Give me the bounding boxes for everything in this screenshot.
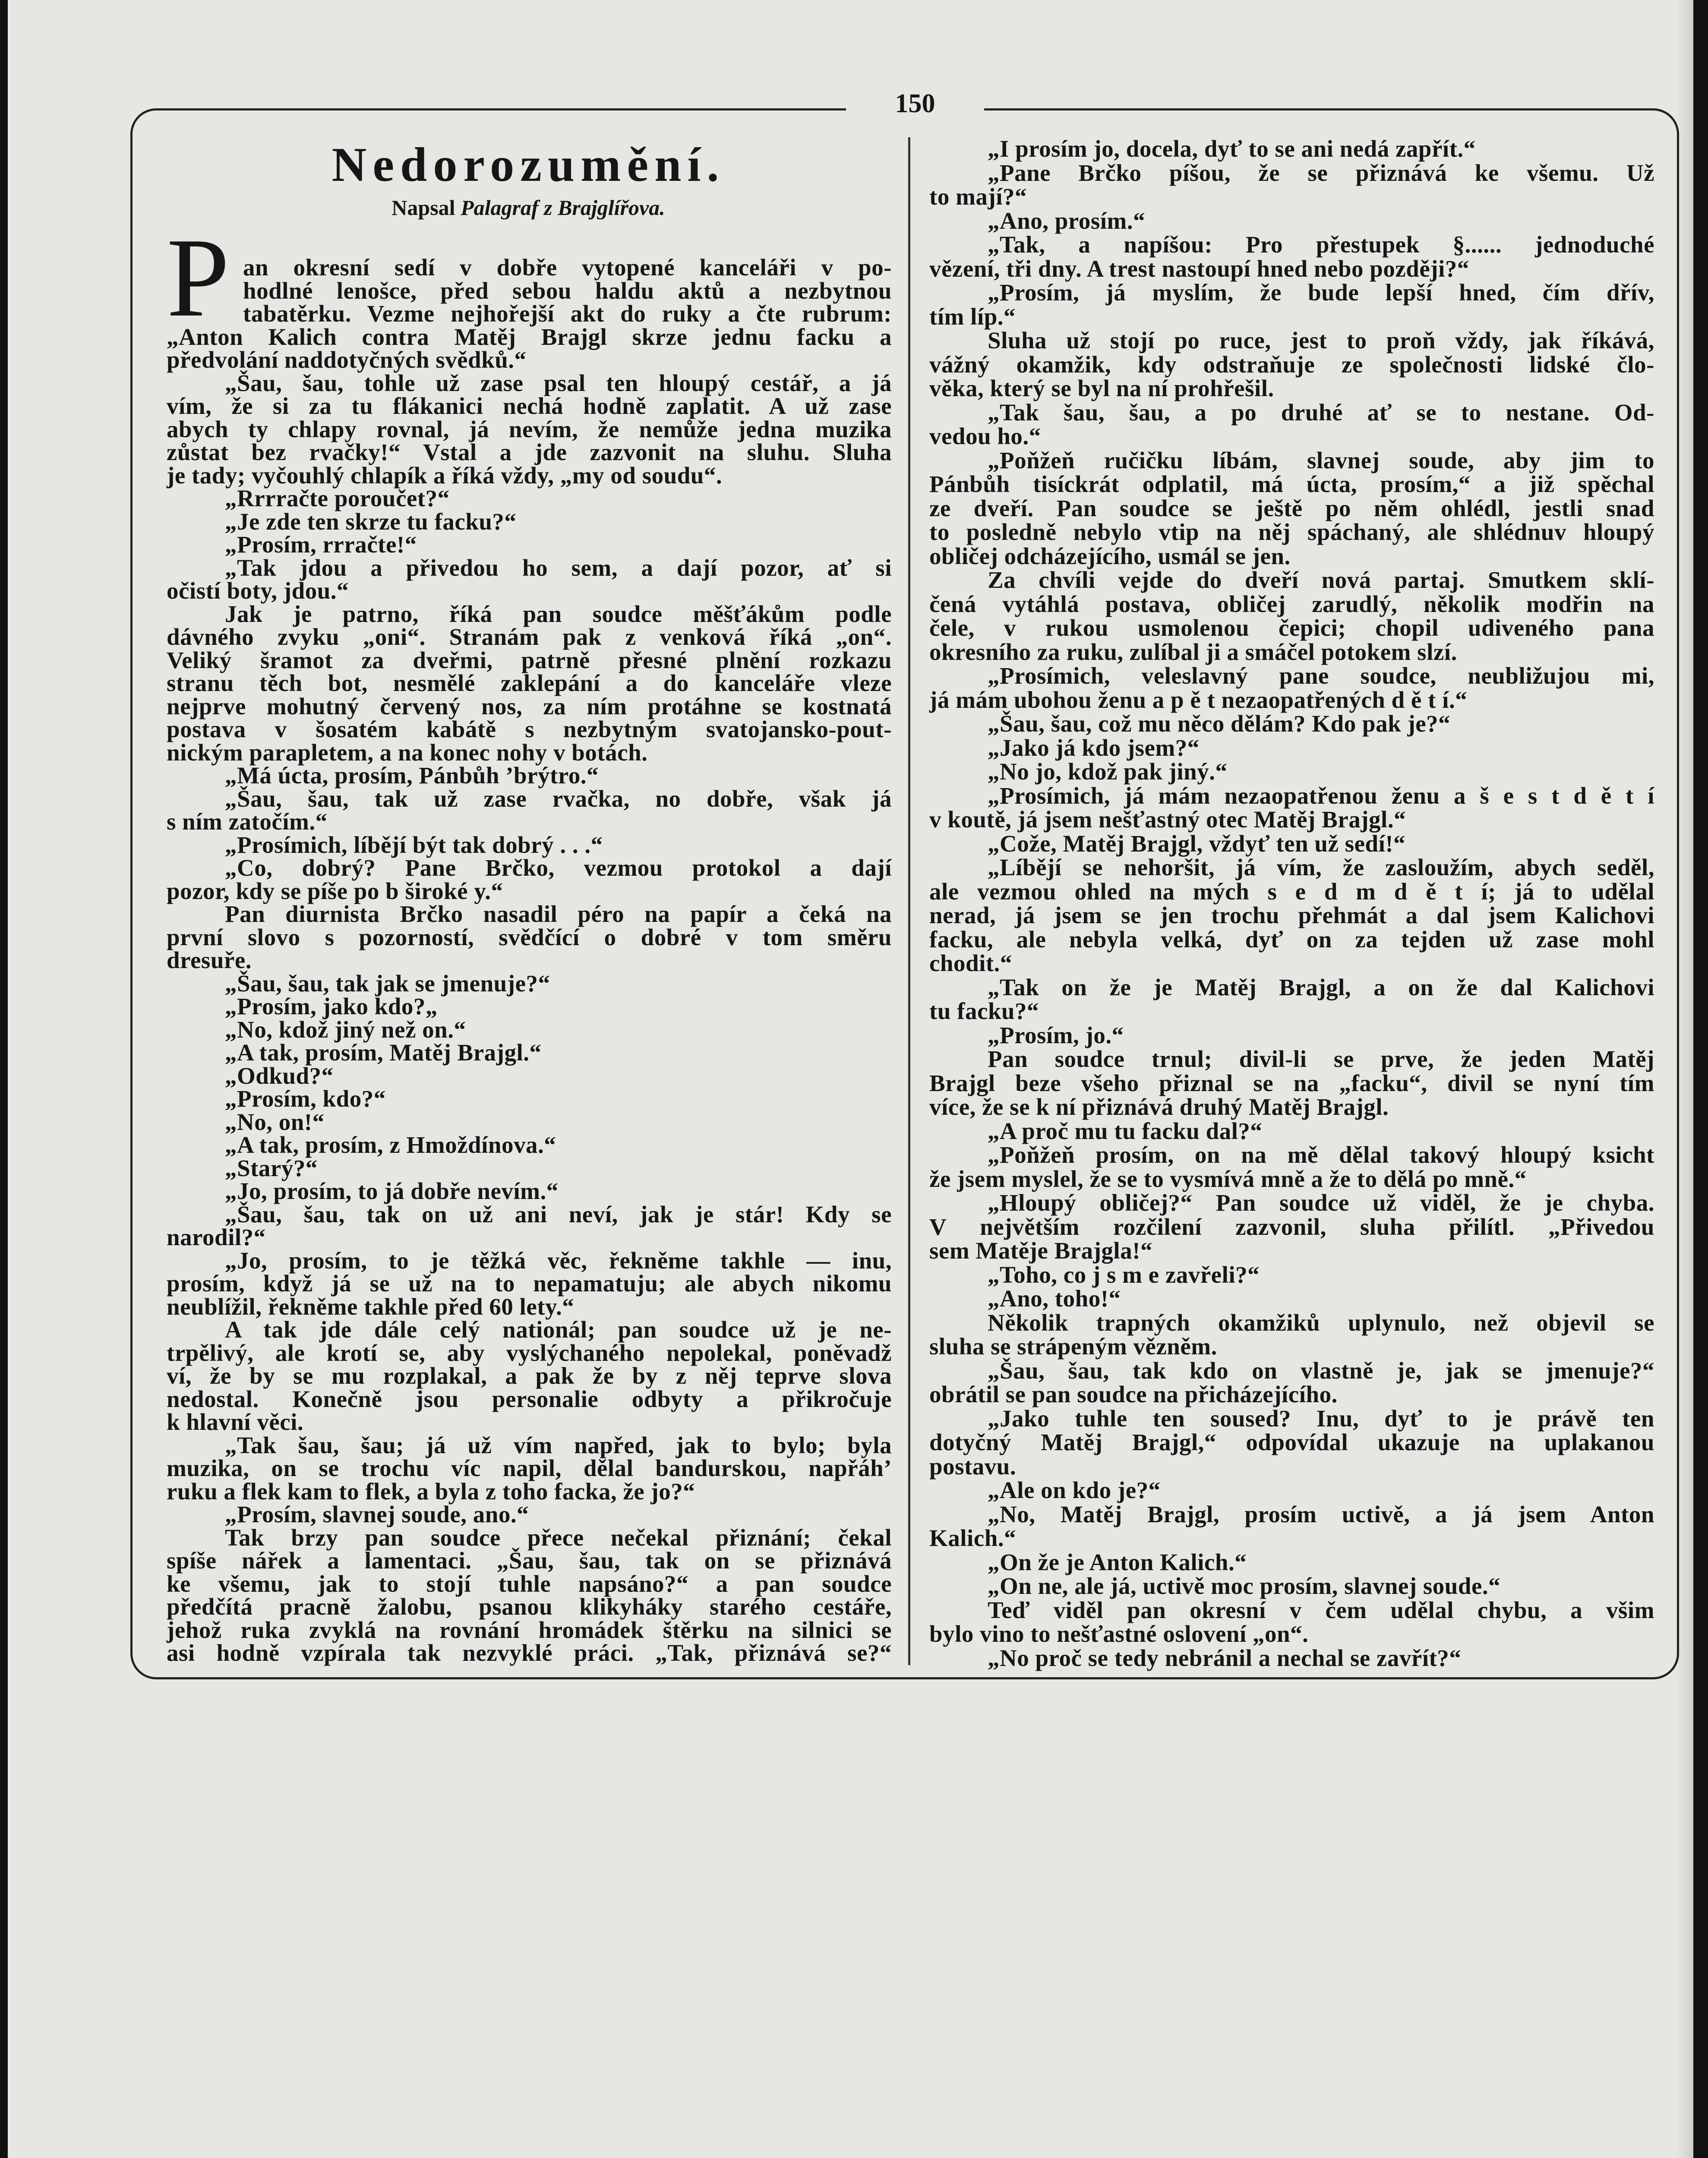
text-line: „Poňžeň prosím, on na mě dělal takový hloupý ksicht (988, 1142, 1654, 1168)
text-line: narodil?“ (167, 1224, 266, 1250)
text-line: nerad, já jsem se jen trochu přehmát a dal jsem Kalichovi (929, 902, 1654, 928)
paragraph (167, 1041, 892, 1064)
paragraph (929, 855, 1654, 975)
text-line: „Co, dobrý? Pane Brčko, vezmou protokol a dají (225, 855, 892, 881)
text-line: ví, že by se mu rozplakal, a pak že by z něj teprve slova (167, 1363, 892, 1389)
text-line: A tak jde dále celý nationál; pan soudce už je ne- (225, 1316, 892, 1343)
text-line: Teď viděl pan okresní v čem udělal chybu, a všim (988, 1596, 1654, 1623)
byline (167, 195, 890, 220)
text-line: „Starý?“ (225, 1155, 318, 1181)
text-line: Několik trapných okamžiků uplynulo, než objevil se (988, 1309, 1654, 1336)
text-line: Tak brzy pan soudce přece nečekal přiznání; čekal (225, 1524, 892, 1551)
text-line: čele, v rukou usmolenou čepici; chopil udiveného pana (929, 615, 1654, 641)
text-line: ruku a flek kam to flek, a byla z toho facka, že jo?“ (167, 1478, 695, 1505)
text-line: „Prosímich, já mám nezaopatřenou ženu a š e s t d ě t í (988, 782, 1654, 809)
paragraph (167, 1180, 892, 1203)
text-line: já mám ubohou ženu a p ě t nezaopatřených d ě t í.“ (929, 686, 1468, 713)
text-line: ale vezmou ohled na mých s e d m d ě t í; já to udělal (929, 878, 1654, 905)
paragraph (167, 787, 892, 833)
paragraph (929, 328, 1654, 401)
paragraph (167, 972, 892, 995)
text-line: „Šau, šau, tak už zase rvačka, no dobře, však já (225, 785, 892, 812)
text-line: ke všemu, jak to stojí tuhle napsáno?“ a pan soudce (167, 1570, 892, 1597)
paragraph (929, 1119, 1654, 1143)
paragraph (167, 1526, 892, 1665)
text-line: Pánbůh tisíckrát odplatil, má úcta, prosím,“ a již spěchal (929, 471, 1654, 497)
text-line: „Hloupý obličej?“ Pan soudce už viděl, že je chyba. (988, 1189, 1654, 1216)
text-line: dresuře. (167, 947, 252, 973)
right-column (929, 137, 1654, 1670)
paragraph (167, 856, 892, 902)
text-line: „Líbějí se nehoršit, já vím, že zasloužím, abych seděl, (988, 854, 1654, 880)
text-line: ze dveří. Pan soudce se ještě po něm ohlédl, jestli snad (929, 495, 1654, 521)
text-line: „Prosím, jo.“ (988, 1022, 1124, 1048)
text-line: okresního za ruku, zulíbal ji a smáčel potokem slzí. (929, 638, 1457, 665)
text-line: Brajgl beze všeho přiznal se na „facku“, divil se nyní tím (929, 1070, 1654, 1096)
paragraph (167, 1157, 892, 1180)
paragraph (929, 832, 1654, 856)
text-line: „Tak šau, šau, a po druhé ať se to nestane. Od- (988, 399, 1654, 426)
text-line: postavu. (929, 1453, 1017, 1480)
paragraph (929, 1191, 1654, 1263)
paragraph (929, 1023, 1654, 1047)
paragraph (167, 533, 892, 556)
text-line: „Prosím, slavnej soude, ano.“ (225, 1501, 529, 1527)
paragraph (167, 1108, 892, 1135)
text-line: vím, že si za tu flákanici nechá hodně zaplatit. A už zase (167, 393, 892, 419)
paragraph (929, 401, 1654, 448)
article-title: Nedorozumění. (331, 138, 725, 192)
paragraph (929, 209, 1654, 233)
text-line: „Tak jdou a přivedou ho sem, a dají pozor, ať si (225, 554, 892, 581)
paragraph (929, 448, 1654, 568)
text-line: „Šau, šau, což mu něco dělám? Kdo pak je?“ (988, 710, 1451, 737)
text-line: k hlavní věci. (167, 1409, 304, 1435)
text-line: „Ano, prosím.“ (988, 207, 1146, 234)
text-line: „Prosímich, líbějí být tak dobrý . . .“ (225, 831, 603, 858)
paragraph (929, 1047, 1654, 1119)
text-line: „Toho, co j s m e zavřeli?“ (988, 1261, 1260, 1288)
paragraph (929, 664, 1654, 712)
paragraph (929, 736, 1654, 760)
text-line: „Má úcta, prosím, Pánbůh ’brýtro.“ (225, 762, 599, 789)
paragraph (167, 256, 892, 372)
drop-cap: P (167, 215, 230, 340)
text-line: „On že je Anton Kalich.“ (988, 1549, 1247, 1575)
text-line: facku, ale nebyla velká, dyť on za tejden už zase mohl (929, 926, 1654, 953)
text-line: Sluha už stojí po ruce, jest to proň vždy, jak říkává, (988, 327, 1654, 353)
paragraph (929, 1311, 1654, 1359)
text-line: an okresní sedí v dobře vytopené kanceláři v po- (243, 254, 892, 281)
paragraph (167, 1249, 892, 1319)
text-line: prosím, když já se už na to nepamatuju; ale abych nikomu (167, 1270, 892, 1297)
text-line: s ním zatočím.“ (167, 808, 328, 835)
text-line: „Odkud?“ (225, 1062, 334, 1089)
scan-edge-right (1693, 0, 1708, 2158)
text-line: „Pane Brčko píšou, že se přiznává ke všemu. Už (988, 159, 1654, 186)
text-line: dávného zvyku „oni“. Stranám pak z venková říká „on“. (167, 624, 892, 650)
text-line: Pan diurnista Brčko nasadil péro na papír a čeká na (225, 901, 892, 927)
paragraph (929, 1263, 1654, 1287)
text-line: „Jo, prosím, to je těžká věc, řekněme takhle — inu, (225, 1247, 892, 1274)
paragraph (929, 1502, 1654, 1550)
text-line: že jsem myslel, že se to vysmívá mně a že to dělá po mně.“ (929, 1165, 1527, 1192)
text-line: Veliký šramot za dveřmi, patrně přesné plnění rozkazu (167, 647, 892, 673)
text-line: to mají?“ (929, 183, 1027, 210)
text-line: „Je zde ten skrze tu facku?“ (225, 508, 517, 535)
left-column (167, 256, 892, 1665)
text-line: tu facku?“ (929, 998, 1039, 1024)
text-line: v koutě, já jsem nešťastný otec Matěj Brajgl.“ (929, 806, 1406, 833)
text-line: „Ale on kdo je?“ (988, 1477, 1161, 1503)
text-line: „Rrrračte poroučet?“ (225, 485, 450, 511)
text-line: „Tak šau, šau; já už vím napřed, jak to bylo; byla (225, 1432, 892, 1458)
text-line: to posledně nebylo vtip na něj spáchaný, ale shlédnuv hloupý (929, 519, 1654, 545)
text-line: asi hodně vzpírala tak nezvyklé práci. „Tak, přiznává se?“ (167, 1640, 892, 1666)
text-line: „Šau, šau, tak jak se jmenuje?“ (225, 970, 550, 997)
text-line: stranu těch bot, nesmělé zaklepání a do kanceláře vleze (167, 670, 892, 696)
text-line: obličej odcházejícího, usmál se jen. (929, 543, 1291, 569)
text-line: vězení, tři dny. A trest nastoupí hned nebo později?“ (929, 255, 1469, 282)
text-line: „No, kdož jiný než on.“ (225, 1016, 466, 1043)
text-line: dotyčný Matěj Brajgl,“ odpovídal ukazuje na uplakanou (929, 1429, 1654, 1455)
paragraph (929, 1287, 1654, 1311)
paragraph (167, 902, 892, 972)
paragraph (167, 600, 892, 766)
paragraph (167, 487, 892, 510)
paragraph (167, 369, 892, 489)
text-line: sem Matěje Brajgla!“ (929, 1237, 1153, 1264)
text-line: „No jo, kdož pak jiný.“ (988, 758, 1228, 785)
text-line: je tady; vyčouhlý chlapík a říká vždy, „my od soudu“. (167, 462, 723, 489)
paragraph (929, 568, 1654, 664)
text-line: abych ty chlapy rovnal, já nevím, že nemůže jedna muzika (167, 416, 892, 442)
text-line: pozor, kdy se píše po b široké y.“ (167, 877, 503, 904)
text-line: „Jo, prosím, to já dobře nevím.“ (225, 1178, 559, 1204)
text-line: „Prosímich, veleslavný pane soudce, neubližujou mi, (988, 663, 1654, 689)
paragraph (929, 784, 1654, 832)
byline-prefix: Napsal (391, 196, 455, 220)
paragraph (929, 1574, 1654, 1598)
text-line: „Jako já kdo jsem?“ (988, 734, 1200, 761)
text-line: V největším rozčilení zazvonil, sluha přilítl. „Přivedou (929, 1213, 1654, 1240)
paragraph (929, 975, 1654, 1023)
paragraph (929, 161, 1654, 209)
paragraph (929, 1359, 1654, 1407)
text-line: „Šau, šau, tak on už ani neví, jak je stár! Kdy se (225, 1201, 892, 1227)
text-line: trpělivý, ale krotí se, aby vyslýchaného nepolekal, poněvadž (167, 1339, 892, 1366)
paragraph (167, 995, 892, 1018)
text-line: Kalich.“ (929, 1525, 1017, 1551)
text-line: „Prosím, jako kdo?„ (225, 993, 438, 1019)
paragraph (929, 1478, 1654, 1502)
text-line: jehož ruka zvyklá na rovnání hromádek štěrku na silnici se (167, 1616, 892, 1643)
paragraph (167, 1018, 892, 1041)
text-line: vážný okamžik, kdy odstraňuje ze společnosti lidské člo- (929, 351, 1654, 378)
text-line: obrátil se pan soudce na přicházejícího. (929, 1381, 1338, 1407)
text-line: vedou ho.“ (929, 423, 1041, 449)
paragraph (167, 1318, 892, 1434)
paragraph (929, 1407, 1654, 1479)
text-line: nejprve mohutný červený nos, za ním protáhne se kostnatá (167, 693, 892, 719)
text-line: první slovo s pozorností, svědčící o dobré v tom směru (167, 924, 892, 950)
text-line: „A proč mu tu facku dal?“ (988, 1117, 1263, 1144)
page-number: 150 (895, 89, 935, 118)
text-line: „No proč se tedy nebránil a nechal se zavřít?“ (988, 1644, 1462, 1671)
text-line: „A tak, prosím, z Hmoždínova.“ (225, 1132, 556, 1158)
text-line: „Prosím, rrračte!“ (225, 531, 417, 558)
paragraph (167, 556, 892, 603)
paragraph (929, 1550, 1654, 1574)
text-line: neublížil, řekněme takhle před 60 lety.“ (167, 1293, 575, 1320)
text-line: „I prosím jo, docela, dyť to se ani nedá zapřít.“ (988, 136, 1476, 162)
text-line: spíše nářek a lamentaci. „Šau, šau, tak on se přiznává (167, 1547, 892, 1574)
text-line: „No, Matěj Brajgl, prosím uctivě, a já jsem Anton (988, 1501, 1654, 1527)
text-line: „No, on!“ (225, 1108, 325, 1135)
paragraph (167, 1064, 892, 1088)
text-line: „On ne, ale já, uctivě moc prosím, slavnej soude.“ (988, 1573, 1501, 1599)
text-line: hodlné lenošce, před sebou haldu aktů a nezbytnou (243, 277, 892, 304)
text-line: „Tak, a napíšou: Pro přestupek §...... jednoduché (988, 231, 1654, 258)
text-line: tabatěrku. Vezme nejhořejší akt do ruky a čte rubrum: (243, 300, 892, 327)
text-line: nickým parapletem, a na konec nohy v botách. (167, 739, 648, 766)
scan-edge-left (0, 0, 8, 2158)
text-line: bylo vino to nešťastné oslovení „on“. (929, 1621, 1309, 1647)
text-line: „Prosím, kdo?“ (225, 1085, 386, 1112)
text-line: očistí boty, jdou.“ (167, 577, 349, 604)
text-line: předvolání naddotyčných svědků.“ (167, 347, 527, 373)
paragraph (929, 137, 1654, 161)
text-line: Jak je patrno, říká pan soudce měšťákům podle (225, 600, 892, 627)
text-line: „Poňžeň ručičku líbám, slavnej soude, aby jim to (988, 447, 1654, 473)
text-line: sluha se strápeným vězněm. (929, 1333, 1217, 1360)
paragraph (929, 1143, 1654, 1191)
text-line: věka, který se byl na ní prohřešil. (929, 375, 1274, 401)
paragraph (929, 712, 1654, 736)
text-line: předčítá pracně žalobu, psanou klikyháky starého cestáře, (167, 1593, 892, 1620)
paragraph (167, 1087, 892, 1111)
text-line: chodit.“ (929, 950, 1012, 976)
text-line: více, že se k ní přiznává druhý Matěj Brajgl. (929, 1094, 1389, 1120)
text-line: nedostal. Konečně jsou personalie odbyty a přikročuje (167, 1385, 892, 1412)
paragraph (167, 764, 892, 787)
text-line: tím líp.“ (929, 303, 1016, 330)
text-line: Za chvíli vejde do dveří nová partaj. Smutkem sklí- (988, 567, 1654, 593)
paragraph (167, 1434, 892, 1503)
text-line: „A tak, prosím, Matěj Brajgl.“ (225, 1039, 542, 1066)
paragraph (167, 1203, 892, 1249)
text-line: Pan soudce trnul; divil-li se prve, že jeden Matěj (988, 1046, 1654, 1072)
text-line: „Tak on že je Matěj Brajgl, a on že dal Kalichovi (988, 974, 1654, 1000)
text-line: „Anton Kalich contra Matěj Brajgl skrze jednu facku a (167, 323, 892, 350)
column-divider (908, 137, 910, 1665)
paragraph (929, 760, 1654, 784)
paragraph (167, 1503, 892, 1526)
text-line: „Šau, šau, tak kdo on vlastně je, jak se jmenuje?“ (988, 1357, 1654, 1384)
paragraph (167, 1133, 892, 1157)
text-line: „Ano, toho!“ (988, 1285, 1121, 1312)
text-line: „Jako tuhle ten soused? Inu, dyť to je právě ten (988, 1405, 1654, 1432)
text-line: postava v šosatém kabátě s nezbytným svatojansko-pout- (167, 716, 892, 742)
paragraph (929, 233, 1654, 281)
text-line: čená vytáhlá postava, obličej zarudlý, několik modřin na (929, 590, 1654, 617)
text-line: „Šau, šau, tohle už zase psal ten hloupý cestář, a já (225, 369, 892, 396)
text-line: muzika, on se trochu víc napil, dělal bandurskou, napřáh’ (167, 1455, 892, 1481)
paragraph (929, 1598, 1654, 1646)
paragraph (167, 833, 892, 857)
text-line: zůstat bez rvačky!“ Vstal a jde zazvonit na sluhu. Sluha (167, 439, 892, 465)
byline-author: Palagraf z Brajglířova. (461, 196, 665, 220)
paragraph (167, 510, 892, 533)
text-line: „Prosím, já myslím, že bude lepší hned, čím dřív, (988, 279, 1654, 306)
paragraph (929, 1646, 1654, 1670)
paragraph (929, 281, 1654, 328)
text-line: „Cože, Matěj Brajgl, vždyť ten už sedí!“ (988, 830, 1406, 857)
